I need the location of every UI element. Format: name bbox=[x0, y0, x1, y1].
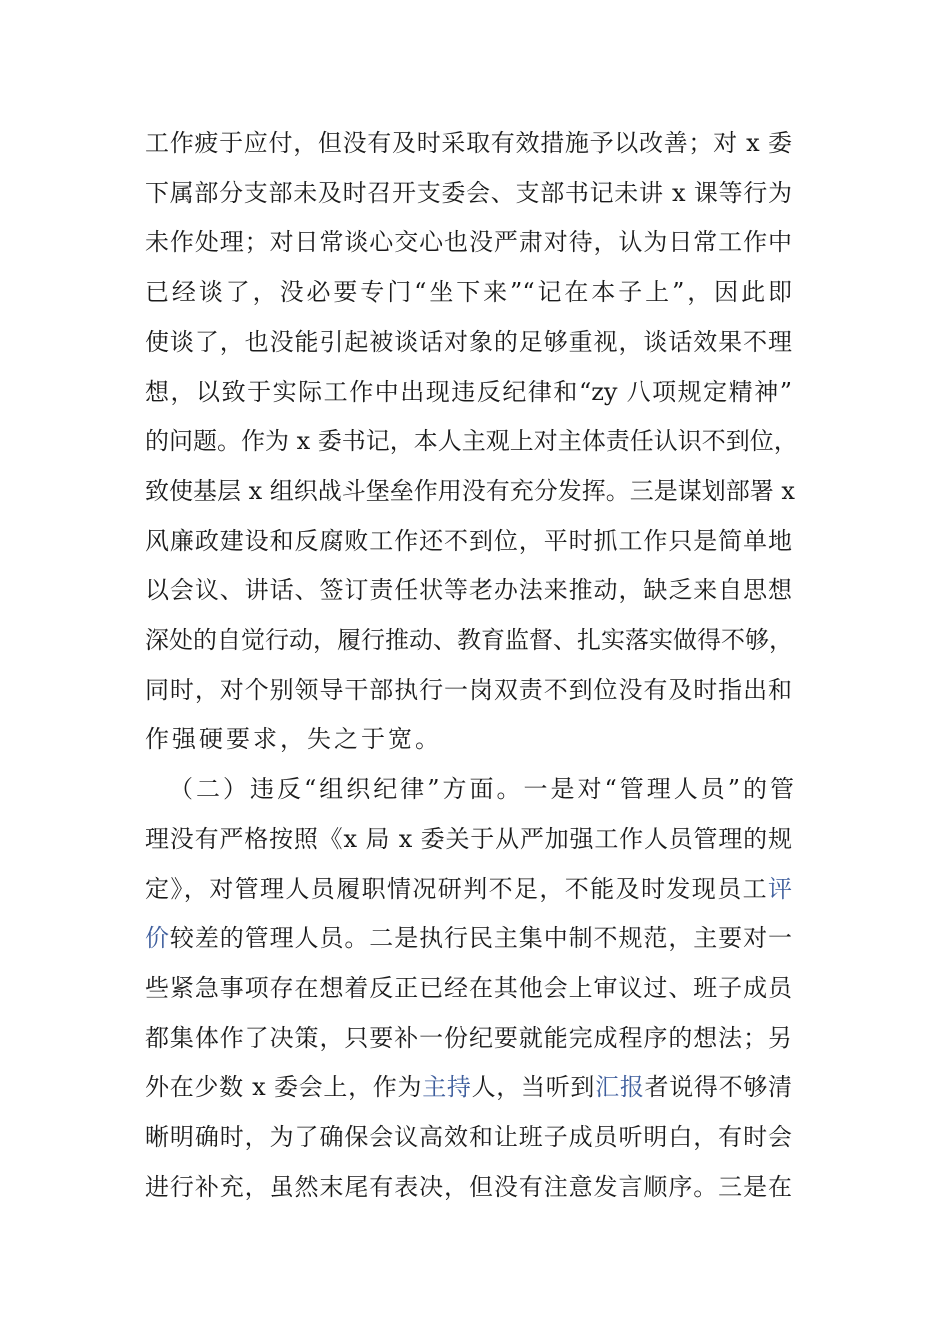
paragraph-0-line bbox=[145, 675, 792, 705]
text-segment: 外在少数 x 委会上，作为 bbox=[145, 1073, 423, 1102]
text-segment: 同时，对个别领导干部执行一岗双责不到位没有及时指出和 bbox=[145, 675, 792, 704]
highlighted-text: 价 bbox=[145, 924, 170, 953]
text-segment: 下属部分支部未及时召开支委会、支部书记未讲 x 课等行为 bbox=[145, 178, 792, 207]
paragraph-0-line bbox=[145, 426, 798, 456]
text-segment: 理没有严格按照《x 局 x 委关于从严加强工作人员管理的规 bbox=[145, 824, 792, 853]
text-segment: 些紧急事项存在想着反正已经在其他会上审议过、班子成员 bbox=[145, 973, 792, 1002]
paragraph-0-line bbox=[145, 277, 792, 307]
text-segment: 以会议、讲话、签订责任状等老办法来推动，缺乏来自思想 bbox=[145, 576, 792, 605]
paragraph-0-line bbox=[145, 377, 792, 407]
paragraph-0-line bbox=[145, 575, 792, 605]
paragraph-0-line bbox=[145, 227, 792, 257]
highlighted-text: 评 bbox=[768, 874, 792, 903]
text-segment: 晰明确时，为了确保会议高效和让班子成员听明白，有时会 bbox=[145, 1123, 792, 1151]
text-segment: 已经谈了，没必要专门“坐下来”“记在本子上”，因此即 bbox=[145, 278, 792, 307]
text-segment: （二）违反“组织纪律”方面。一是对“管理人员”的管 bbox=[169, 775, 794, 804]
paragraph-0-line bbox=[145, 476, 795, 506]
text-segment: 想，以致于实际工作中出现违反纪律和“zy 八项规定精神” bbox=[145, 377, 792, 406]
highlighted-text: 汇报 bbox=[595, 1073, 645, 1102]
paragraph-1-line bbox=[145, 874, 792, 904]
text-segment: 工作疲于应付，但没有及时采取有效措施予以改善；对 x 委 bbox=[145, 129, 792, 157]
text-segment: 定》，对管理人员履职情况研判不足，不能及时发现员工 bbox=[145, 874, 768, 903]
paragraph-1-line bbox=[145, 973, 792, 1003]
text-segment: 人，当听到 bbox=[471, 1073, 596, 1102]
paragraph-0-line bbox=[145, 724, 792, 754]
text-segment: 作强硬要求，失之于宽。 bbox=[145, 725, 442, 754]
paragraph-1-line bbox=[145, 1072, 792, 1102]
paragraph-1-line bbox=[145, 824, 792, 854]
text-segment: 致使基层 x 组织战斗堡垒作用没有充分发挥。三是谋划部署 x bbox=[145, 476, 795, 505]
text-segment: 都集体作了决策，只要补一份纪要就能完成程序的想法；另 bbox=[145, 1023, 792, 1052]
paragraph-1-line bbox=[145, 1122, 792, 1152]
paragraph-0-line bbox=[145, 327, 792, 357]
text-segment: 使谈了，也没能引起被谈话对象的足够重视，谈话效果不理 bbox=[145, 327, 792, 356]
text-segment: 的问题。作为 x 委书记，本人主观上对主体责任认识不到位， bbox=[145, 427, 798, 456]
highlighted-text: 主持 bbox=[422, 1073, 472, 1102]
text-segment: 风廉政建设和反腐败工作还不到位，平时抓工作只是简单地 bbox=[145, 526, 792, 555]
paragraph-1-line bbox=[145, 1023, 792, 1053]
text-segment: 未作处理；对日常谈心交心也没严肃对待，认为日常工作中 bbox=[145, 228, 792, 257]
text-segment: 进行补充，虽然末尾有表决，但没有注意发言顺序。三是在 bbox=[145, 1172, 792, 1201]
paragraph-1-line bbox=[169, 774, 794, 804]
text-segment: 者说得不够清 bbox=[644, 1073, 793, 1102]
paragraph-0-line bbox=[145, 625, 792, 655]
paragraph-1-line bbox=[145, 923, 792, 953]
text-segment: 深处的自觉行动，履行推动、教育监督、扎实落实做得不够， bbox=[145, 626, 793, 654]
paragraph-0-line bbox=[145, 178, 792, 208]
paragraph-0-line bbox=[145, 526, 792, 556]
paragraph-0-line bbox=[145, 128, 792, 158]
text-segment: 较差的管理人员。二是执行民主集中制不规范，主要对一 bbox=[169, 924, 792, 953]
paragraph-1-line bbox=[145, 1172, 792, 1202]
